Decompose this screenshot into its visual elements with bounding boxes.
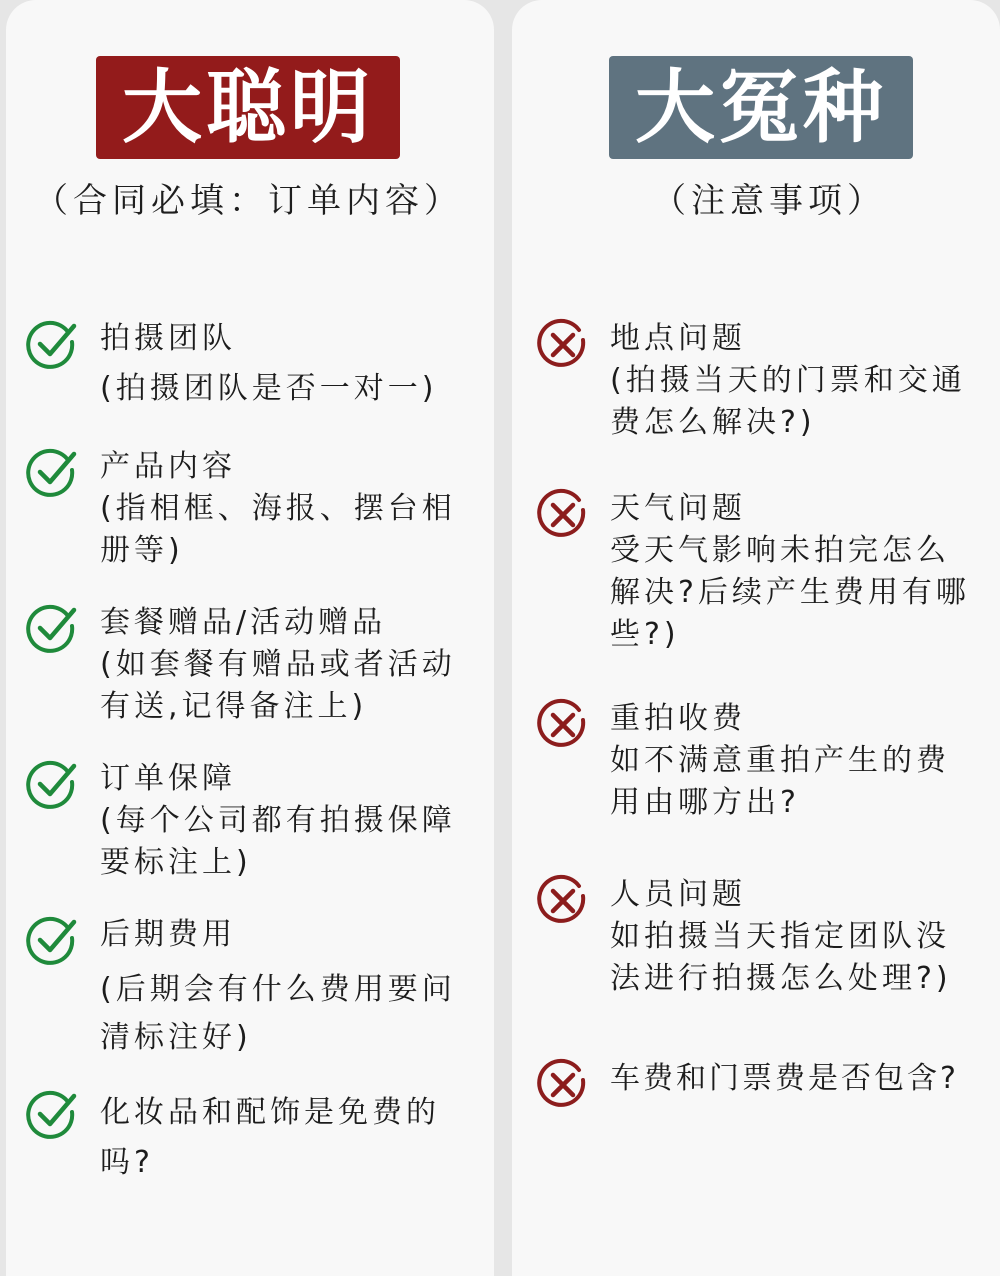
item-description: 受天气影响未拍完怎么解决?后续产生费用有哪些?) <box>610 533 970 652</box>
item-title: 车费和门票费是否包含? <box>610 1061 959 1096</box>
right-subtitle: （注意事项） <box>652 181 886 221</box>
item-title: 化妆品和配饰是免费的吗? <box>100 1095 440 1180</box>
cross-circle-icon <box>536 318 588 370</box>
check-circle-icon <box>26 758 78 810</box>
left-subtitle: （合同必填：订单内容） <box>34 181 463 221</box>
check-circle-icon <box>26 602 78 654</box>
item-description: (每个公司都有拍摄保障要标注上) <box>100 803 456 880</box>
cross-circle-icon <box>536 874 588 926</box>
cross-circle-icon <box>536 488 588 540</box>
item-description: 如不满意重拍产生的费用由哪方出? <box>610 743 950 820</box>
item-description: (如套餐有赠品或者活动有送,记得备注上) <box>100 647 456 724</box>
item-title: 后期费用 <box>100 917 236 952</box>
item-title: 地点问题 <box>610 321 746 356</box>
check-circle-icon <box>26 318 78 370</box>
item-title: 产品内容 <box>100 449 236 484</box>
item-description: (拍摄团队是否一对一) <box>100 371 438 406</box>
check-circle-icon <box>26 446 78 498</box>
check-circle-icon <box>26 1088 78 1140</box>
left-panel <box>6 0 494 1276</box>
item-description: (后期会有什么费用要问清标注好) <box>100 972 456 1055</box>
item-description: 如拍摄当天指定团队没法进行拍摄怎么处理?) <box>610 919 952 996</box>
check-circle-icon <box>26 914 78 966</box>
item-title: 人员问题 <box>610 877 746 912</box>
item-description: (指相框、海报、摆台相册等) <box>100 491 456 568</box>
cross-circle-icon <box>536 698 588 750</box>
right-banner: 大冤种 <box>609 56 913 159</box>
right-panel <box>512 0 1000 1276</box>
item-title: 拍摄团队 <box>100 321 236 356</box>
item-title: 重拍收费 <box>610 701 746 736</box>
item-title: 天气问题 <box>610 491 746 526</box>
item-description: (拍摄当天的门票和交通费怎么解决?) <box>610 363 966 440</box>
item-title: 订单保障 <box>100 761 236 796</box>
left-banner: 大聪明 <box>96 56 400 159</box>
cross-circle-icon <box>536 1058 588 1110</box>
item-title: 套餐赠品/活动赠品 <box>100 605 387 640</box>
